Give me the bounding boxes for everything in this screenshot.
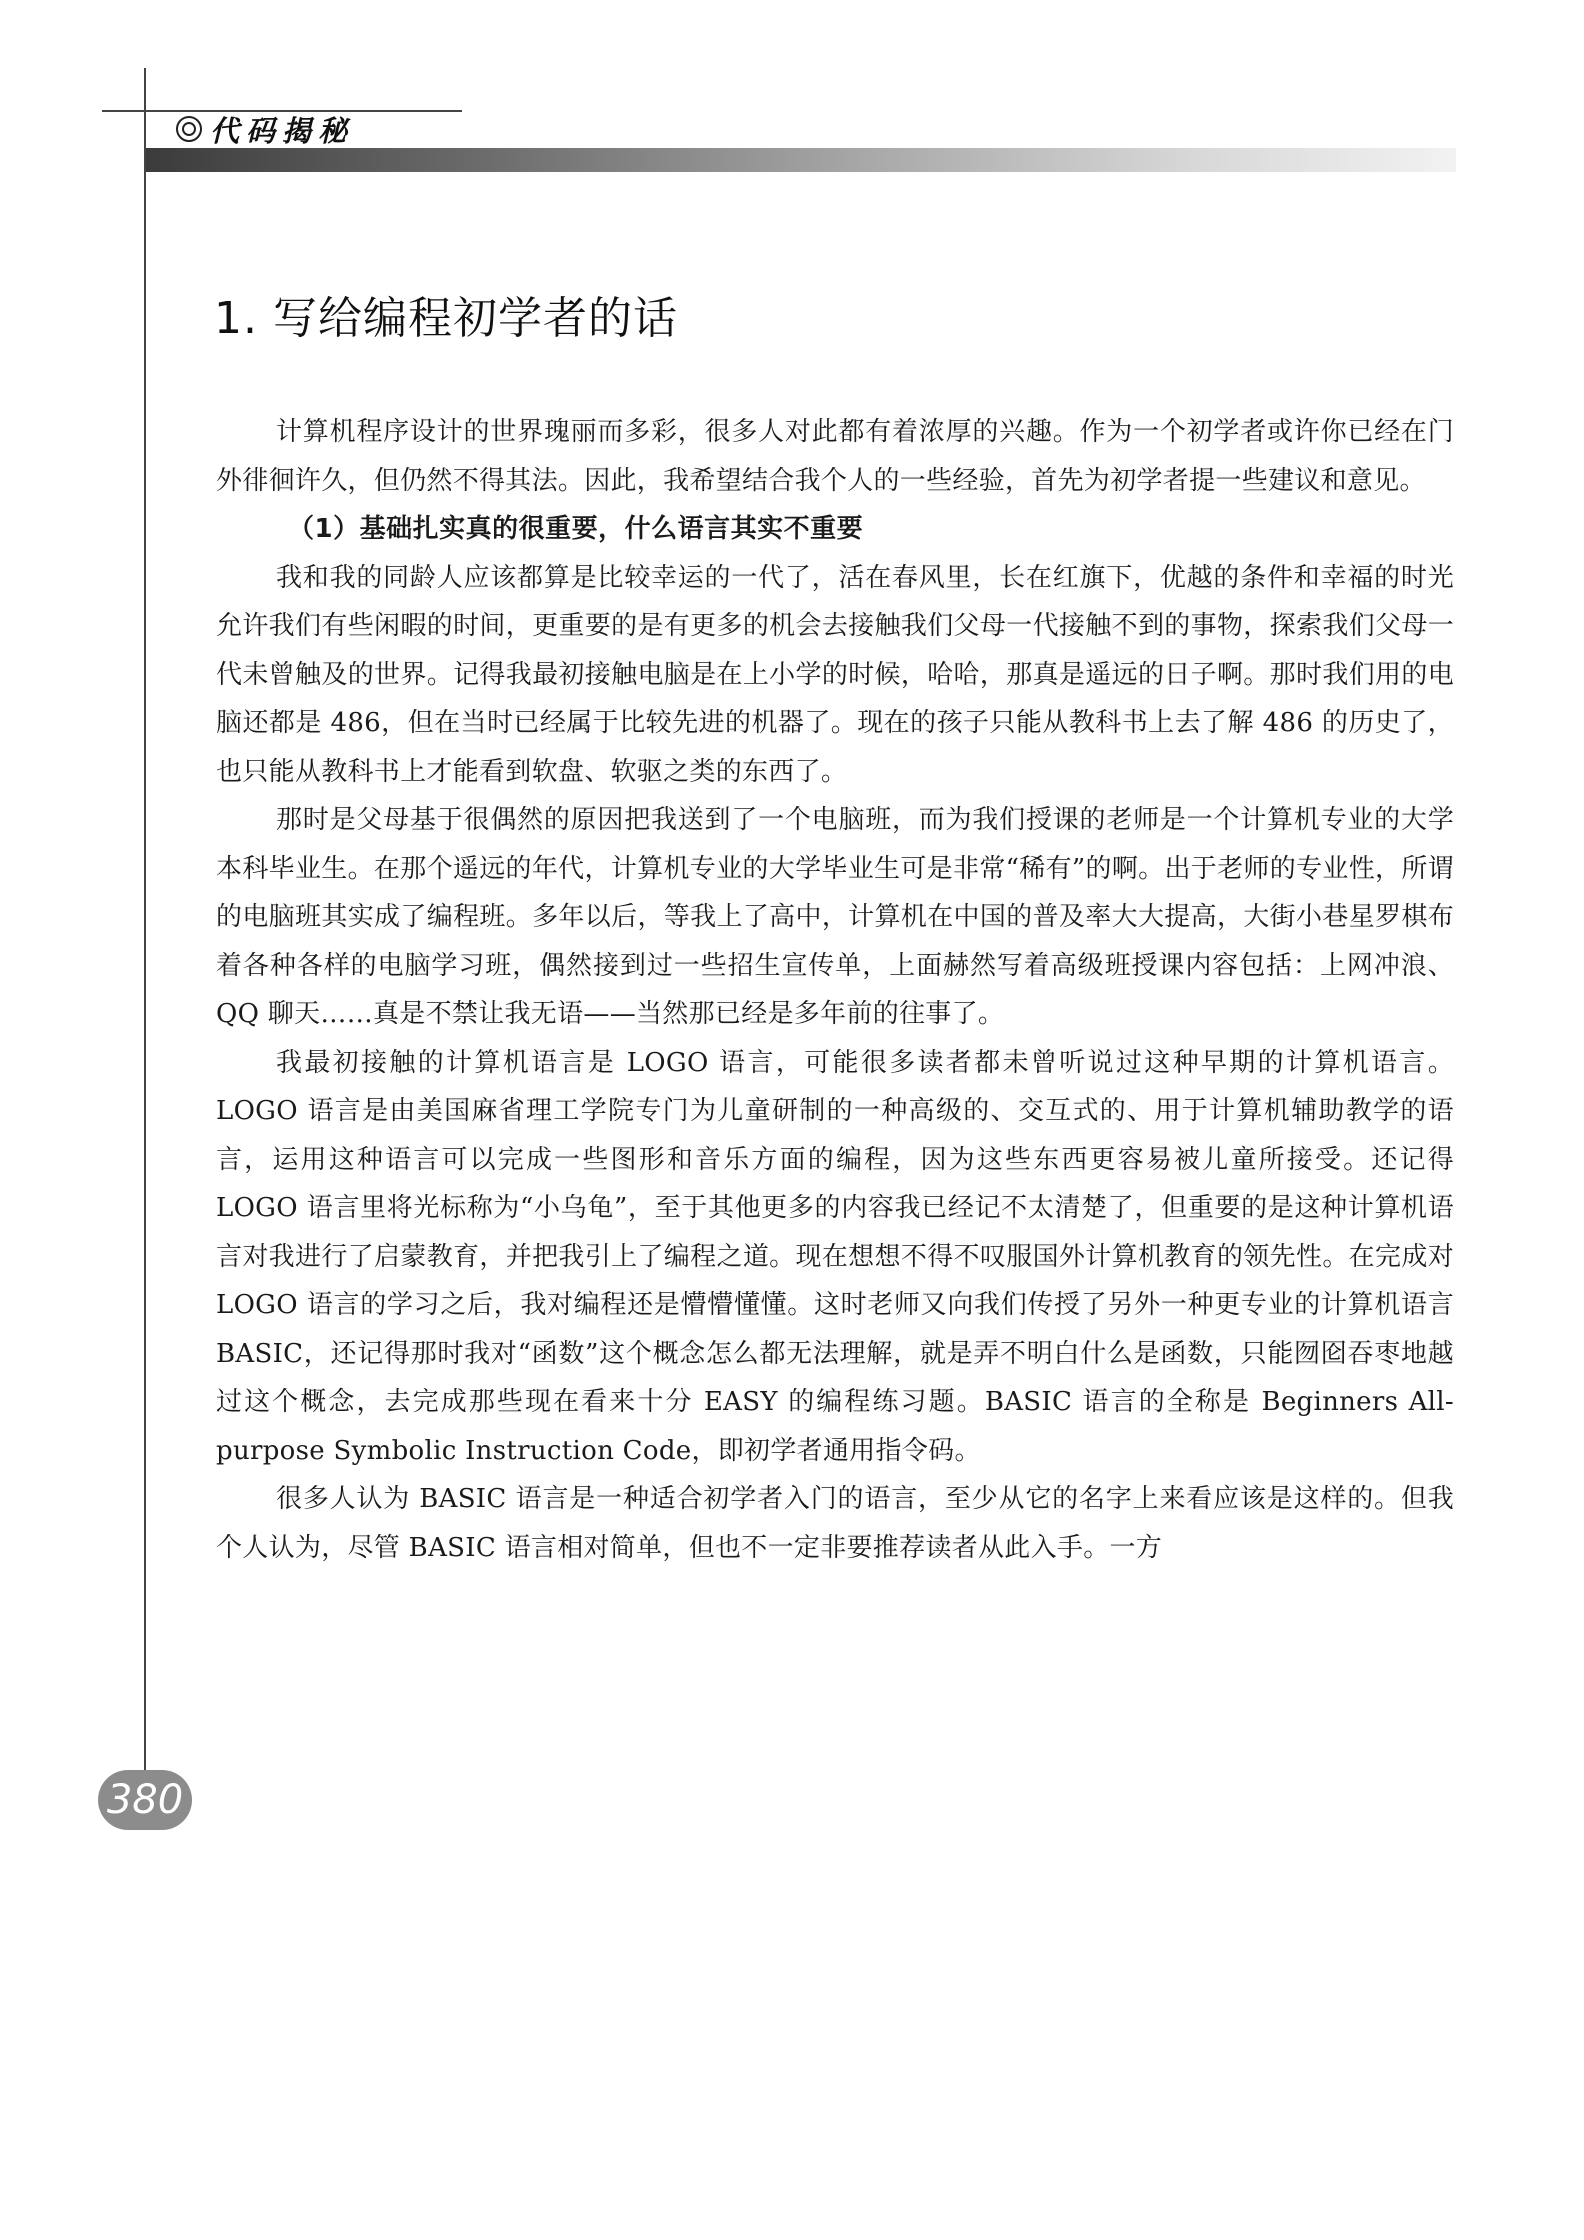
section-label: 代码揭秘 (210, 113, 355, 148)
paragraph: 我最初接触的计算机语言是 LOGO 语言，可能很多读者都未曾听说过这种早期的计算机语言。LOGO 语言是由美国麻省理工学院专门为儿童研制的一种高级的、交互式的、用于计算机辅助教学的语言，运用这种语言可以完成一些图形和音乐方面的编程，因为这些东西更容易被儿童所接受。还记得 LOGO 语言里将光标称为“小乌龟”，至于其他更多的内容我已经记不太清楚了，但重要的是这种计算机语言对我进行了启蒙教育，并把我引上了编程之道。现在想想不得不叹服国外计算机教育的领先性。在完成对 LOGO 语言的学习之后，我对编程还是懵懵懂懂。这时老师又向我们传授了另外一种更专业的计算机语言 BASIC，还记得那时我对“函数”这个概念怎么都无法理解，就是弄不明白什么是函数，只能囫囵吞枣地越过这个概念，去完成那些现在看来十分 EASY 的编程练习题。BASIC 语言的全称是 Beginners All-purpose Symbolic Instruction Code，即初学者通用指令码。 (216, 1047, 1454, 1466)
subheading: （1）基础扎实真的很重要，什么语言其实不重要 (288, 514, 864, 544)
paragraph: 很多人认为 BASIC 语言是一种适合初学者入门的语言，至少从它的名字上来看应该是这样的。但我个人认为，尽管 BASIC 语言相对简单，但也不一定非要推荐读者从此入手。一方 (216, 1484, 1454, 1563)
header-gradient-bar (146, 148, 1456, 172)
paragraph: 我和我的同龄人应该都算是比较幸运的一代了，活在春风里，长在红旗下，优越的条件和幸福的时光允许我们有些闲暇的时间，更重要的是有更多的机会去接触我们父母一代接触不到的事物，探索我们父母一代未曾触及的世界。记得我最初接触电脑是在上小学的时候，哈哈，那真是遥远的日子啊。那时我们用的电脑还都是 486，但在当时已经属于比较先进的机器了。现在的孩子只能从教科书上去了解 486 的历史了，也只能从教科书上才能看到软盘、软驱之类的东西了。 (216, 562, 1454, 787)
page-number-badge: 380 (98, 1770, 192, 1830)
chapter-title: 1. 写给编程初学者的话 (214, 293, 678, 344)
running-header (176, 112, 354, 146)
paragraph: 那时是父母基于很偶然的原因把我送到了一个电脑班，而为我们授课的老师是一个计算机专业的大学本科毕业生。在那个遥远的年代，计算机专业的大学毕业生可是非常“稀有”的啊。出于老师的专业性，所谓的电脑班其实成了编程班。多年以后，等我上了高中，计算机在中国的普及率大大提高，大街小巷星罗棋布着各种各样的电脑学习班，偶然接到过一些招生宣传单，上面赫然写着高级班授课内容包括：上网冲浪、QQ 聊天……真是不禁让我无语——当然那已经是多年前的往事了。 (216, 805, 1454, 1029)
header-vertical-rule (144, 68, 146, 1788)
paragraph-intro: 计算机程序设计的世界瑰丽而多彩，很多人对此都有着浓厚的兴趣。作为一个初学者或许你已经在门外徘徊许久，但仍然不得其法。因此，我希望结合我个人的一些经验，首先为初学者提一些建议和意见。 (216, 417, 1454, 496)
body-content (216, 408, 1454, 1572)
double-circle-icon (176, 116, 202, 142)
